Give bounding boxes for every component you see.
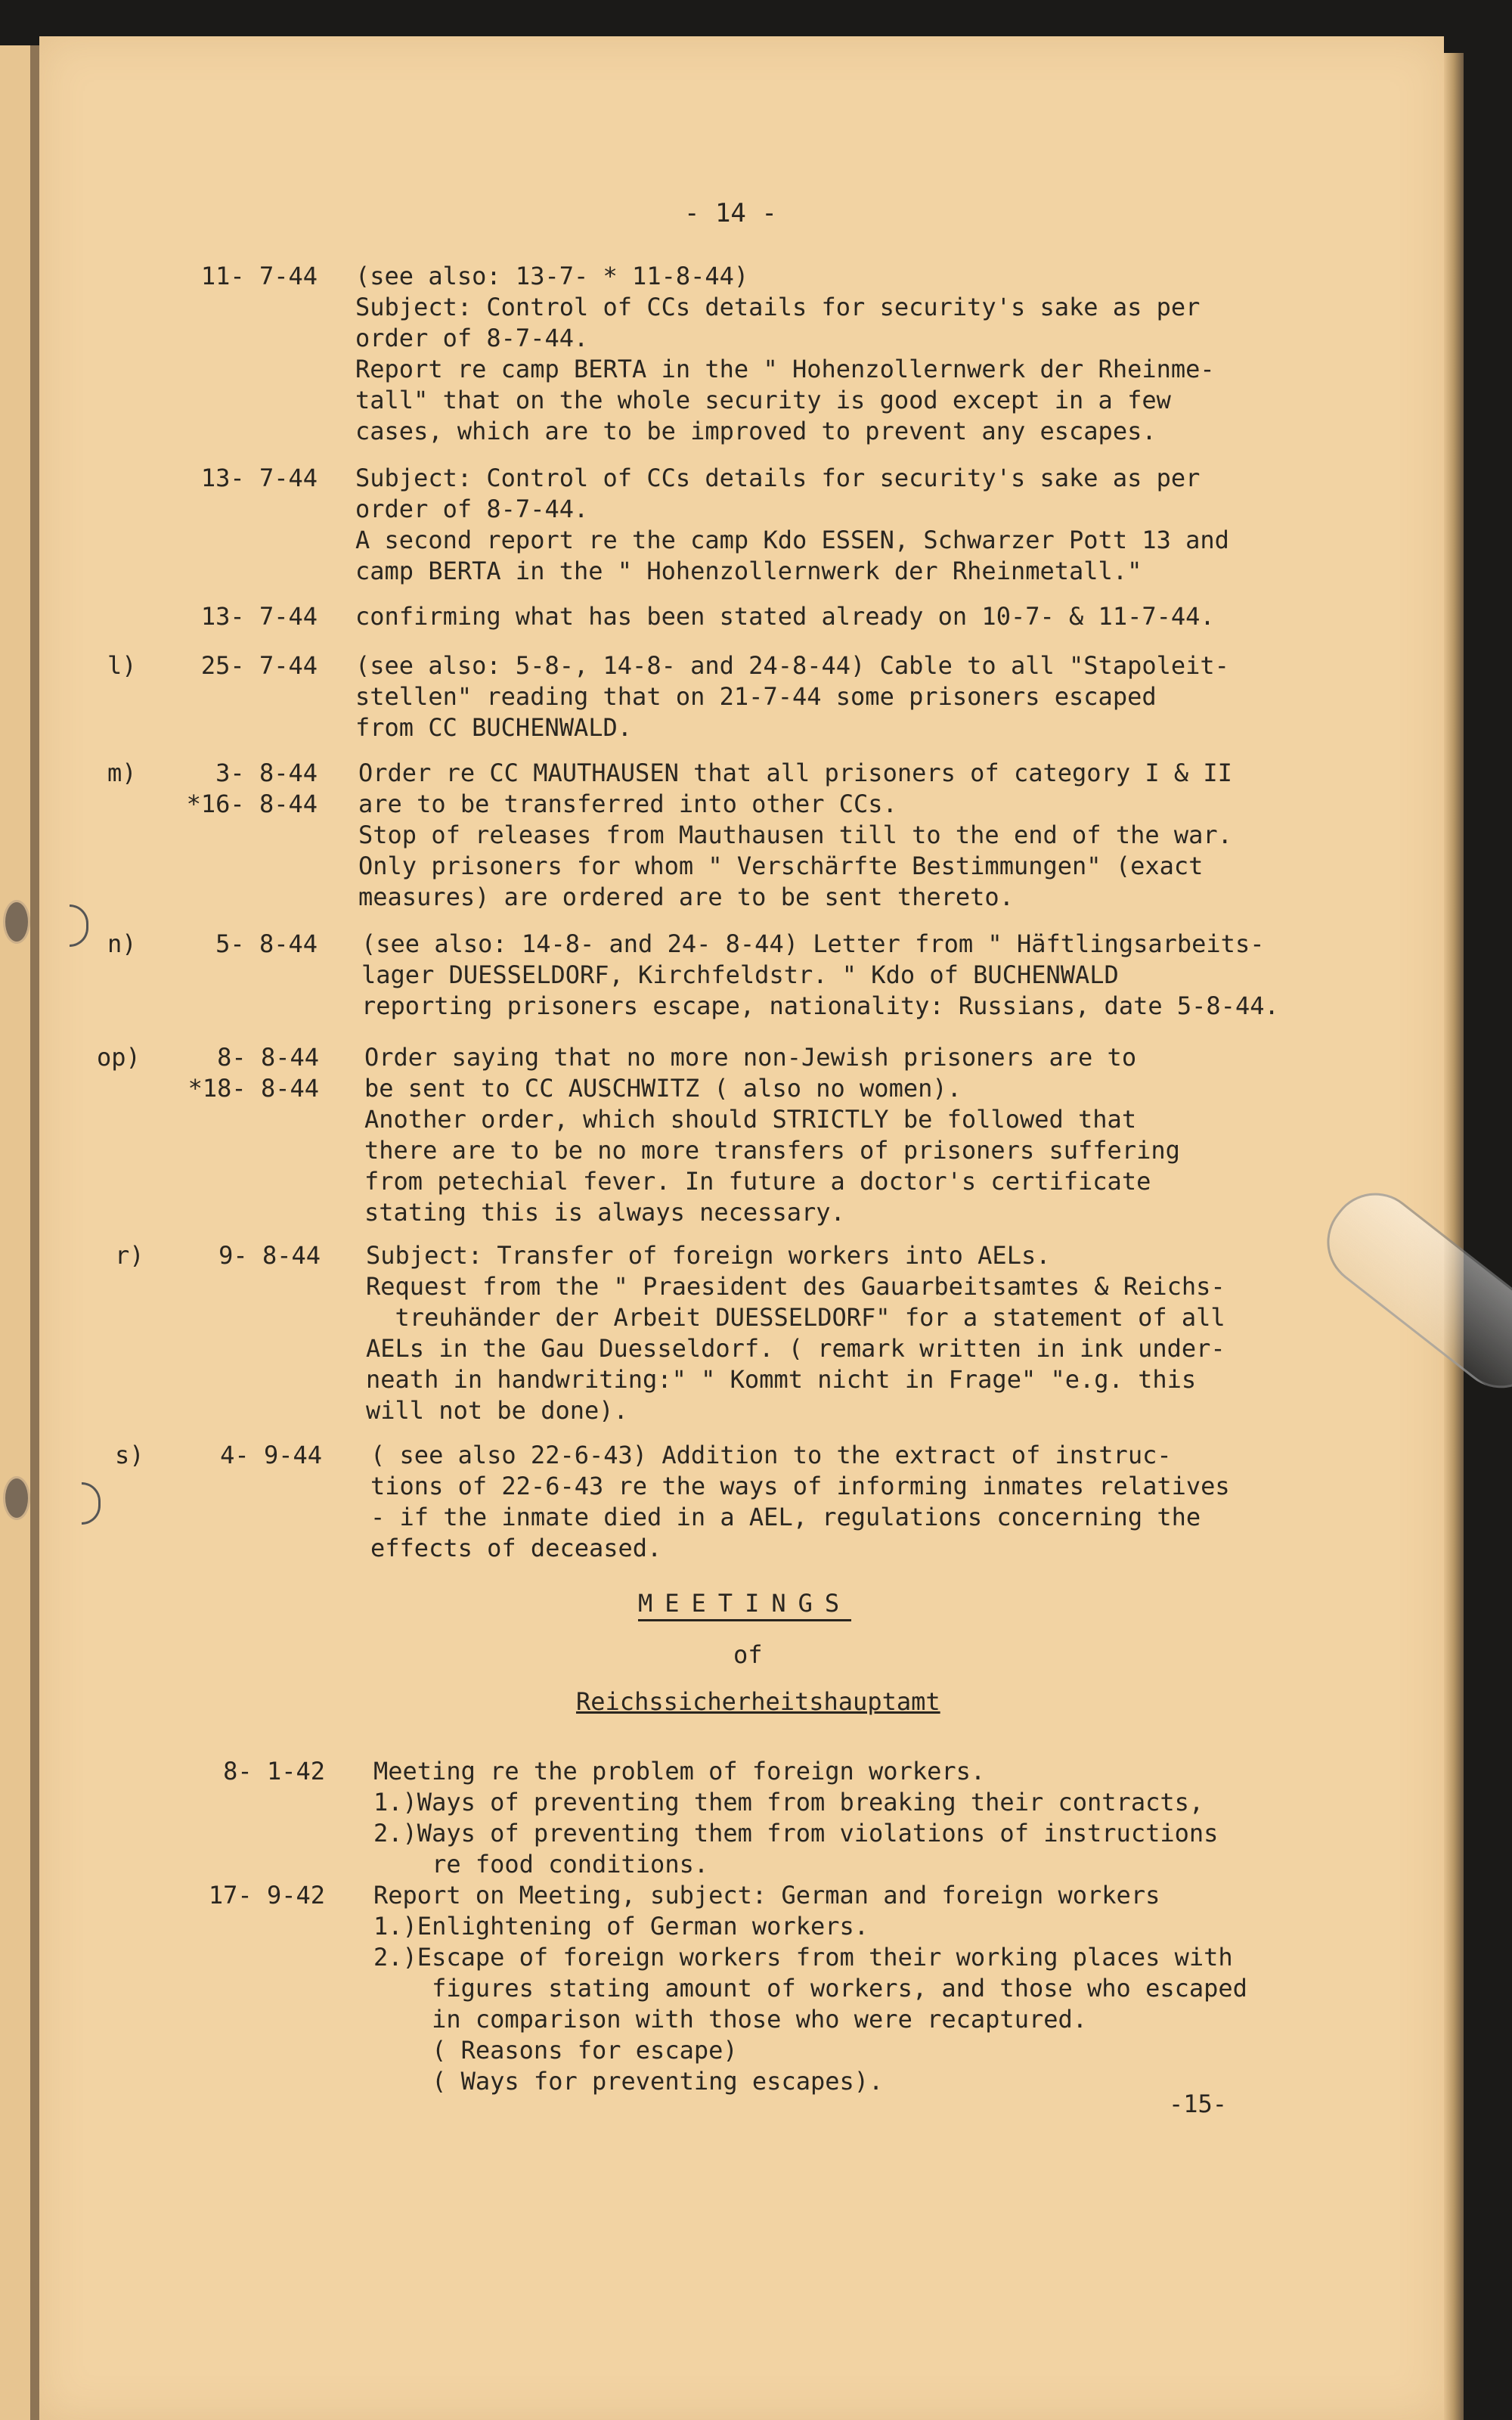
binding-hole xyxy=(3,1476,30,1520)
entry-mark: r) xyxy=(115,1241,144,1270)
entry-mark: n) xyxy=(107,929,137,958)
entry-text: (see also: 5-8-, 14-8- and 24-8-44) Cable to all "Stapoleit- stellen" reading that on 21-7-44 some prisoners escaped from CC BUCHENWALD. xyxy=(355,651,1229,742)
meeting-text: Meeting re the problem of foreign workers. 1.)Ways of preventing them from breaking their contracts, 2.)Ways of preventing them from violations of instructions re food conditions. xyxy=(373,1757,1219,1879)
entry-mark: l) xyxy=(107,651,137,680)
entry-text: Order saying that no more non-Jewish prisoners are to be sent to CC AUSCHWITZ ( also no women). Another order, which should STRICTLY be followed that there are to be no more transfers of prisoners suffering from petechial fever. In future a doctor's certificate stating this is always necessary. xyxy=(364,1043,1180,1227)
entry-date: 25- 7-44 xyxy=(200,651,318,680)
meetings-of: of xyxy=(733,1640,763,1669)
binding-hole xyxy=(3,900,30,944)
entry-date: 3- 8-44 *16- 8-44 xyxy=(186,759,318,818)
entry-mark: op) xyxy=(97,1043,141,1072)
entry-date: 9- 8-44 xyxy=(218,1241,321,1270)
entry-text: (see also: 13-7- * 11-8-44) Subject: Control of CCs details for security's sake as per order of 8-7-44. Report re camp BERTA in the " Hohenzollernwerk der Rheinme- tall" that on the whole security is good except in a few cases, which are to be improved to prevent any escapes. xyxy=(355,262,1215,445)
meetings-heading: MEETINGS xyxy=(638,1588,851,1621)
meetings-org: Reichssicherheitshauptamt xyxy=(576,1687,940,1716)
meeting-text: Report on Meeting, subject: German and foreign workers 1.)Enlightening of German workers. 2.)Escape of foreign workers from their working places with figures stating amount of workers, and those who escaped in comparison with those who were recaptured. ( Reasons for escape) ( Ways for preventing escapes). xyxy=(373,1881,1247,2096)
entry-date: 13- 7-44 xyxy=(200,602,318,631)
entry-text: Order re CC MAUTHAUSEN that all prisoners of category I & II are to be transferred into other CCs. Stop of releases from Mauthausen till to the end of the war. Only prisoners for whom " Verschärfte Bestimmungen" (exact measures) are ordered are to be sent thereto. xyxy=(358,759,1232,911)
entry-date: 5- 8-44 xyxy=(215,929,318,958)
entry-text: (see also: 14-8- and 24- 8-44) Letter from " Häftlingsarbeits- lager DUESSELDORF, Kirchfeldstr. " Kdo of BUCHENWALD reporting prisoners escape, nationality: Russians, date 5-8-44. xyxy=(361,929,1279,1020)
page-number: - 14 - xyxy=(684,198,777,228)
meeting-date: 17- 9-42 xyxy=(208,1881,325,1910)
entry-mark: m) xyxy=(107,759,137,787)
entry-date: 11- 7-44 xyxy=(200,262,318,290)
entry-date: 13- 7-44 xyxy=(200,464,318,492)
entry-text: Subject: Control of CCs details for security's sake as per order of 8-7-44. A second report re the camp Kdo ESSEN, Schwarzer Pott 13 and camp BERTA in the " Hohenzollernwerk der Rheinmetall." xyxy=(355,464,1229,585)
entry-mark: s) xyxy=(115,1441,144,1469)
entry-date: 8- 8-44 *18- 8-44 xyxy=(187,1043,319,1103)
next-page-marker: -15- xyxy=(1169,2090,1228,2118)
entry-text: confirming what has been stated already on 10-7- & 11-7-44. xyxy=(355,602,1215,631)
entry-date: 4- 9-44 xyxy=(220,1441,322,1469)
meeting-date: 8- 1-42 xyxy=(223,1757,325,1786)
entry-text: ( see also 22-6-43) Addition to the extract of instruc- tions of 22-6-43 re the ways of informing inmates relatives - if the inmate died in a AEL, regulations concerning the effects of deceased. xyxy=(370,1441,1230,1562)
entry-text: Subject: Transfer of foreign workers into AELs. Request from the " Praesident des Gauarbeitsamtes & Reichs- treuhänder der Arbeit DUESSELDORF" for a statement of all AELs in the Gau Duesseldorf. ( remark written in ink under- neath in handwriting:" " Kommt nicht in Frage" "e.g. this will not be done). xyxy=(366,1241,1225,1425)
